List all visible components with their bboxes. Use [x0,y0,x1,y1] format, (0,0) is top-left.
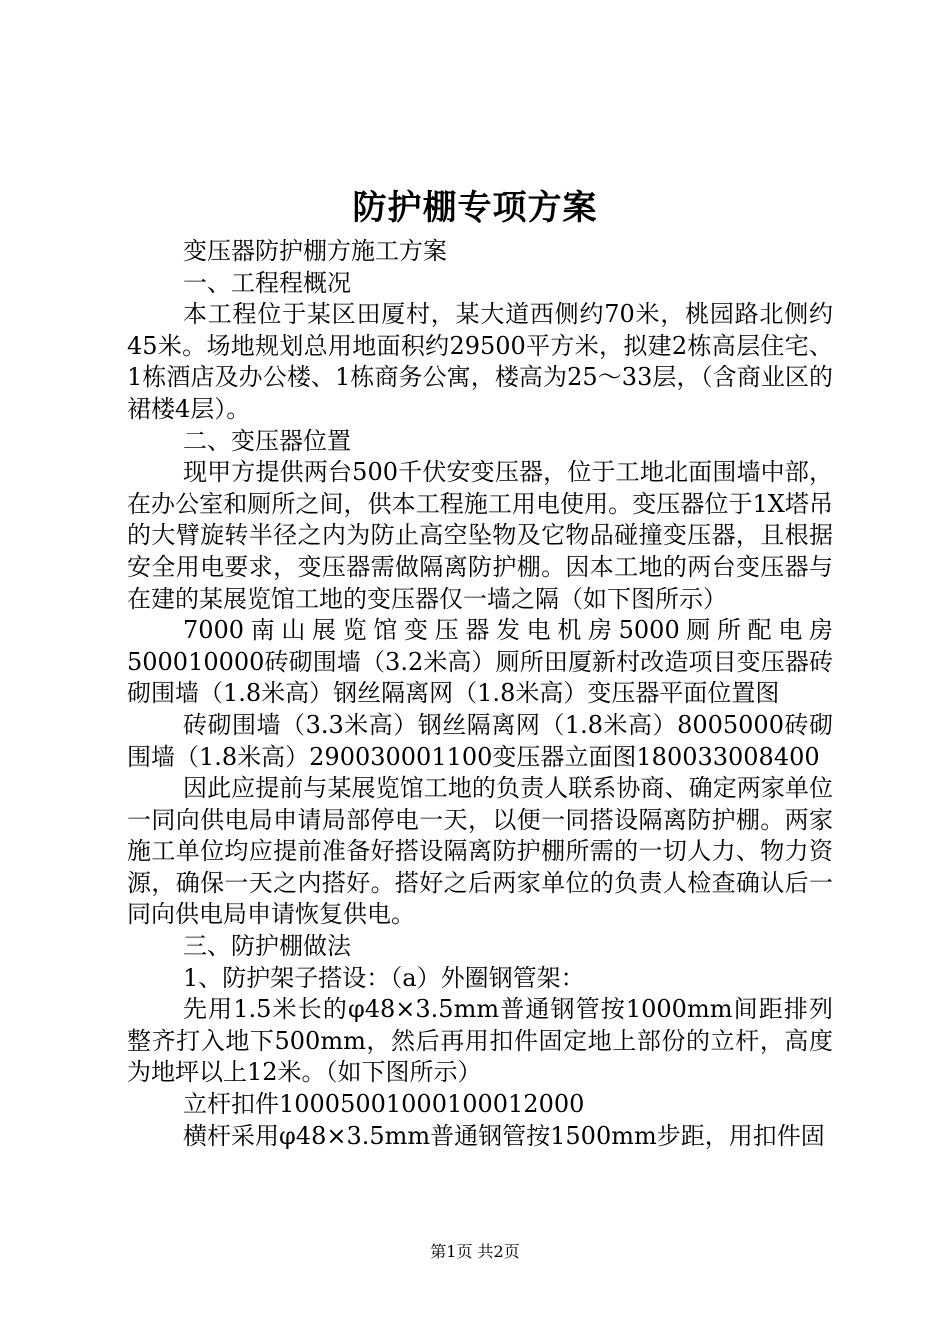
paragraph-pole-figure-text: 立杆扣件10005001000100012000 [183,1090,585,1119]
paragraph-steel-pipe: 先用1.5米长的φ48×3.5mm普通钢管按1000mm间距排列整齐打入地下500mm，然后再用扣件固定地上部份的立杆，高度为地坪以上12米。（如下图所示） [127,995,833,1087]
document-title: 防护棚专项方案 [352,188,598,228]
paragraph-crossbar: 横杆采用φ48×3.5mm普通钢管按1500mm步距，用扣件固 [183,1121,825,1150]
heading-shed-method: 三、防护棚做法 [183,932,351,961]
paragraph-coordination: 因此应提前与某展览馆工地的负责人联系协商、确定两家单位一同向供电局申请局部停电一天，以便一同搭设隔离防护棚。两家施工单位均应提前准备好搭设隔离防护棚所需的一切人力、物力资源，确保一天之内搭好。搭好之后两家单位的负责人检查确认后一同向供电局申请恢复供电。 [127,774,833,929]
page-footer: 第1页 共2页 [430,1242,520,1261]
heading-project-overview: 一、工程程概况 [183,268,351,297]
heading-transformer-location: 二、变压器位置 [183,426,351,455]
paragraph-scaffold-setup: 1、防护架子搭设：（a）外圈钢管架： [183,963,585,992]
paragraph-transformer-location: 现甲方提供两台500千伏安变压器，位于工地北面围墙中部，在办公室和厕所之间，供本工程施工用电使用。变压器位于1X塔吊的大臂旋转半径之内为防止高空坠物及它物品碰撞变压器，且根据安全用电要求，变压器需做隔离防护棚。因本工地的两台变压器与在建的某展览馆工地的变压器仅一墙之隔（如下图所示） [127,458,833,613]
paragraph-project-overview: 本工程位于某区田厦村，某大道西侧约70米，桃园路北侧约45米。场地规划总用地面积约29500平方米，拟建2栋高层住宅、1栋酒店及办公楼、1栋商务公寓，楼高为25～33层，（含商业区的裙楼4层）。 [127,300,833,423]
paragraph-plan-figure-text: 7000南山展览馆变压器发电机房5000厕所配电房500010000砖砌围墙（3.2米高）厕所田厦新村改造项目变压器砖砌围墙（1.8米高）钢丝隔离网（1.8米高）变压器平面位置图 [127,616,833,708]
paragraph-elevation-figure-text: 砖砌围墙（3.3米高）钢丝隔离网（1.8米高）8005000砖砌围墙（1.8米高）290030001100变压器立面图180033008400 [127,710,833,771]
document-body [127,236,833,1152]
paragraph-subtitle: 变压器防护棚方施工方案 [183,237,447,265]
